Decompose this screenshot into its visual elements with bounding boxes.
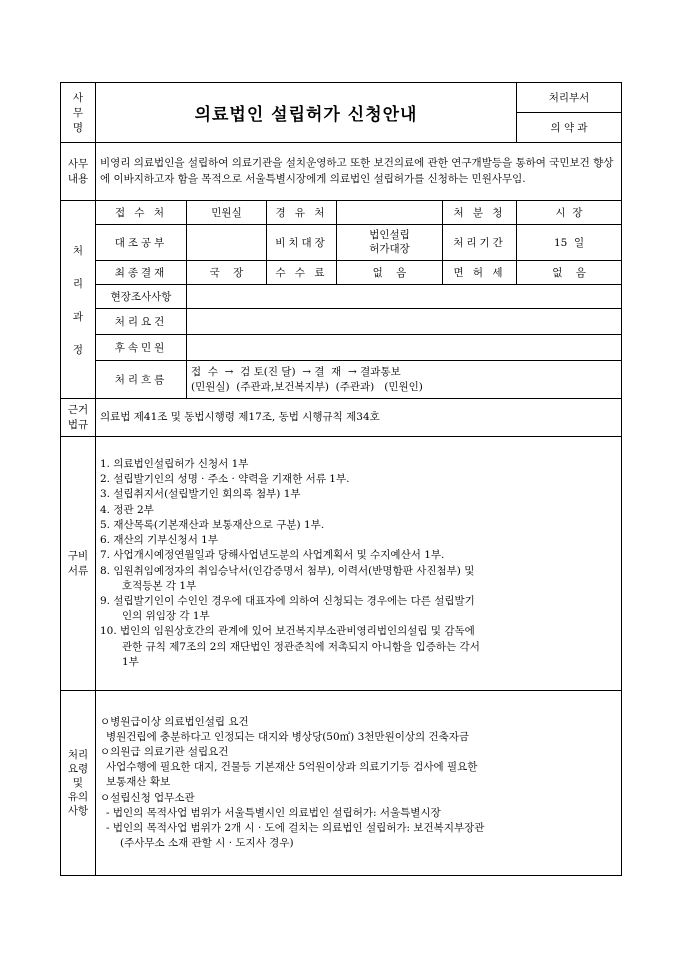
list-item: 9. 설립발기인이 수인인 경우에 대표자에 의하여 신청되는 경우에는 다른 설립발기 xyxy=(100,594,475,607)
final-approval-value: 국 장 xyxy=(187,261,267,285)
list-item: 8. 임원취임예정자의 취임승낙서(인감증명서 첨부), 이력서(반명함판 사진첨부) 및 xyxy=(100,564,475,577)
requirements-value xyxy=(187,309,622,335)
note-line: - 법인의 목적사업 범위가 서울특별시인 의료법인 설립허가: 서울특별시장 xyxy=(106,806,441,819)
list-item: 6. 재산의 기부신청서 1부 xyxy=(100,534,218,547)
list-item-continuation: 1부 xyxy=(122,655,139,668)
final-approval-label: 최종결재 xyxy=(96,261,187,285)
legal-basis-label: 근거 법규 xyxy=(61,399,96,437)
note-line: 사업수행에 필요한 대지, 건물등 기본재산 5억원이상과 의료기기등 검사에 필요한 xyxy=(106,761,478,774)
disposing-office-label: 처 분 청 xyxy=(443,201,517,225)
disposing-office-value: 시 장 xyxy=(517,201,622,225)
license-tax-value: 없 음 xyxy=(517,261,622,285)
notes-text xyxy=(96,691,622,876)
ledger-label: 대조공부 xyxy=(96,225,187,261)
documents-list xyxy=(96,437,622,691)
list-item: 1. 의료법인설립허가 신청서 1부 xyxy=(100,457,249,470)
process-flow: 접 수 → 검 토(진 달) → 결 재 → 결과통보 (민원실) (주관과,보건복지부) (주관과) (민원인) xyxy=(187,361,622,399)
note-line: (주사무소 소재 관할 시 · 도지사 경우) xyxy=(120,837,294,850)
site-inspection-value xyxy=(187,285,622,309)
note-heading: ㅇ설립신청 업무소관 xyxy=(100,791,195,804)
follow-up-label: 후속민원 xyxy=(96,335,187,361)
note-line: 보통재산 확보 xyxy=(106,776,171,789)
application-guide-form xyxy=(60,82,622,876)
content-label: 사무 내용 xyxy=(61,143,96,201)
fee-label: 수 수 료 xyxy=(267,261,337,285)
process-flow-label: 처리흐름 xyxy=(96,361,187,399)
ledger-value xyxy=(187,225,267,261)
list-item: 7. 사업개시예정연월일과 당해사업년도분의 사업계획서 및 수지예산서 1부. xyxy=(100,549,445,562)
list-item-continuation: 관한 규칙 제7조의 2의 재단법인 정관준칙에 저촉되지 아니함을 입증하는 각서 xyxy=(122,640,480,653)
content-text: 비영리 의료법인을 설립하여 의료기관을 설치운영하고 또한 보건의료에 관한 연구개발등을 통하여 국민보건 향상에 이바지하고자 함을 목적으로 서울특별시장에게 의료법인 설립허가를 신청하는 민원사무임. xyxy=(96,143,622,201)
follow-up-value xyxy=(187,335,622,361)
license-tax-label: 면 허 세 xyxy=(443,261,517,285)
list-item-continuation: 호적등본 각 1부 xyxy=(122,579,197,592)
notes-label: 처리 요령 및 유의 사항 xyxy=(61,691,96,876)
office-name-label: 사 무 명 xyxy=(61,83,96,143)
via-office-label: 경 유 처 xyxy=(267,201,337,225)
register-label: 비치대장 xyxy=(267,225,337,261)
note-heading: ㅇ의원급 의료기관 설립요건 xyxy=(100,745,229,758)
fee-value: 없 음 xyxy=(337,261,443,285)
note-line: 병원건립에 충분하다고 인정되는 대지와 병상당(50㎡) 3천만원이상의 건축자금 xyxy=(106,730,470,743)
list-item: 3. 설립취지서(설립발기인 회의록 첨부) 1부 xyxy=(100,488,301,501)
legal-basis-text: 의료법 제41조 및 동법시행령 제17조, 동법 시행규칙 제34호 xyxy=(96,399,622,437)
site-inspection-label: 현장조사사항 xyxy=(96,285,187,309)
receive-office-label: 접 수 처 xyxy=(96,201,187,225)
process-label: 처 리 과 정 xyxy=(61,201,96,399)
page-title: 의료법인 설립허가 신청안내 xyxy=(96,83,517,143)
list-item: 5. 재산목록(기본재산과 보통재산으로 구분) 1부. xyxy=(100,518,325,531)
documents-label: 구비 서류 xyxy=(61,437,96,691)
via-office-value xyxy=(337,201,443,225)
list-item: 4. 정관 2부 xyxy=(100,503,154,516)
list-item-continuation: 인의 위임장 각 1부 xyxy=(122,610,210,623)
list-item: 10. 법인의 임원상호간의 관계에 있어 보건복지부소관비영리법인의설립 및 감독에 xyxy=(100,625,475,638)
period-value: 15 일 xyxy=(517,225,622,261)
period-label: 처리기간 xyxy=(443,225,517,261)
note-line: - 법인의 목적사업 범위가 2개 시 · 도에 걸치는 의료법인 설립허가: 보건복지부장관 xyxy=(106,822,485,835)
dept-label: 처리부서 xyxy=(517,83,622,113)
dept-value: 의 약 과 xyxy=(517,113,622,143)
receive-office-value: 민원실 xyxy=(187,201,267,225)
note-heading: ㅇ병원급이상 의료법인설립 요건 xyxy=(100,715,249,728)
list-item: 2. 설립발기인의 성명 · 주소 · 약력을 기재한 서류 1부. xyxy=(100,473,350,486)
register-value: 법인설립 허가대장 xyxy=(337,225,443,261)
requirements-label: 처리요건 xyxy=(96,309,187,335)
